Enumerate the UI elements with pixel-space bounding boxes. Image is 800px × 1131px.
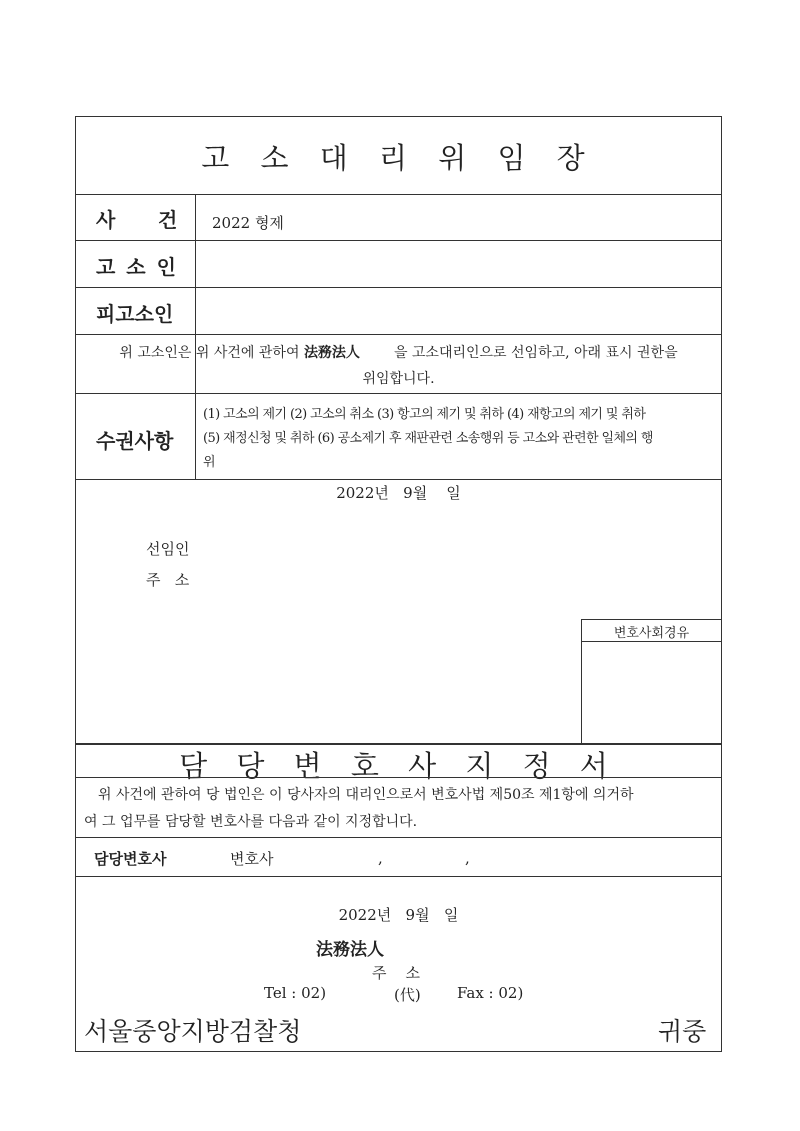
delegation-line-2: 위임합니다.: [362, 371, 435, 387]
lawyer-separator-2: ,: [465, 849, 470, 867]
appointer-label: 선임인: [146, 540, 190, 558]
representative-label: (代): [394, 986, 421, 1004]
designation-title: 담 당 변 호 사 지 정 서: [179, 749, 618, 783]
powers-line-2: (5) 재정신청 및 취하 (6) 공소제기 후 재판관련 소송행위 등 고소와 관련한 일체의 행: [203, 431, 653, 446]
lawyer-prefix: 변호사: [230, 850, 274, 868]
designation-firm: 法務法人: [316, 940, 384, 960]
designation-text-1: 위 사건에 관하여 당 법인은 이 당사자의 대리인으로서 변호사법 제50조 제1항에 의거하: [98, 787, 634, 803]
document-title: 고 소 대 리 위 임 장: [201, 141, 596, 175]
complainant-label: 고 소 인: [96, 255, 178, 279]
divider: [75, 287, 722, 288]
lawyer-label: 담당변호사: [94, 850, 167, 868]
powers-line-1: (1) 고소의 제기 (2) 고소의 취소 (3) 항고의 제기 및 취하 (4) 재항고의 제기 및 취하: [203, 407, 646, 422]
case-number: 2022 형제: [212, 214, 284, 232]
delegation-firm: 法務法人: [303, 345, 360, 361]
bar-association-label: 변호사회경유: [613, 626, 690, 641]
delegation-prefix: 위 고소인은 위 사건에 관하여: [119, 345, 300, 361]
divider: [75, 777, 722, 778]
label-column-divider: [195, 194, 196, 479]
powers-line-3: 위: [203, 455, 216, 470]
powers-label: 수권사항: [96, 429, 174, 453]
designation-text-2: 여 그 업무를 담당할 변호사를 다음과 같이 지정합니다.: [84, 814, 418, 830]
fax-label: Fax : 02): [457, 984, 524, 1002]
delegation-line-1: [76, 342, 721, 362]
case-label-b: 건: [158, 208, 178, 232]
accused-label: 피고소인: [96, 302, 174, 326]
divider: [75, 194, 722, 195]
divider: [75, 876, 722, 877]
designation-date: 2022년 9월 일: [338, 906, 459, 924]
delegation-suffix: 을 고소대리인으로 선임하고, 아래 표시 권한을: [393, 345, 678, 361]
divider: [75, 240, 722, 241]
delegation-date: 2022년 9월 일: [336, 484, 461, 502]
recipient-honorific: 귀중: [658, 1017, 707, 1046]
designation-address-label: 주 소: [372, 964, 421, 982]
divider: [581, 641, 722, 642]
case-label-a: 사: [96, 208, 116, 232]
lawyer-separator-1: ,: [378, 849, 383, 867]
divider: [75, 334, 722, 335]
tel-label: Tel : 02): [264, 984, 327, 1002]
recipient-office: 서울중앙지방검찰청: [84, 1017, 302, 1046]
divider: [75, 393, 722, 394]
divider: [75, 479, 722, 480]
appointer-address-label: 주 소: [146, 571, 190, 589]
divider: [75, 837, 722, 838]
